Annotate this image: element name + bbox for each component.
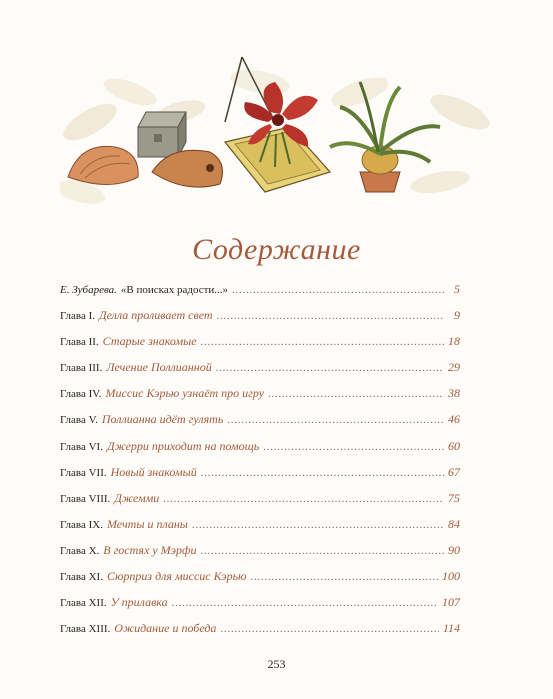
toc-entry-title: Миссис Кэрью узнаёт про игру: [105, 386, 265, 401]
toc-entry-page: 60: [448, 438, 460, 453]
toc-entry[interactable]: [60, 595, 460, 621]
toc-entry-page: 38: [448, 386, 460, 401]
toc-entry-page: 9: [454, 308, 460, 323]
toc-entry-label: Глава I.: [60, 310, 95, 323]
toc-entry-page: 67: [448, 464, 460, 479]
toc-entry-label: Глава XI.: [60, 571, 103, 584]
toc-entry-label: Е. Зубарева.: [60, 284, 117, 296]
toc-entry-page: 29: [448, 360, 460, 375]
toc-entry[interactable]: [60, 412, 460, 438]
toc-entry-label: Глава II.: [60, 336, 99, 349]
toc-entry-title: Лечение Поллианной: [106, 360, 212, 375]
dot-leader: [216, 363, 444, 374]
toc-entry-title: Сюрприз для миссис Кэрью: [106, 569, 247, 584]
toc-entry-title: Поллианна идёт гулять: [101, 412, 224, 427]
toc-entry-label: Глава IV.: [60, 388, 102, 401]
dot-leader: [227, 415, 444, 426]
toc-entry[interactable]: [60, 543, 460, 569]
toc-entry-label: Глава XII.: [60, 597, 107, 610]
toc-entry[interactable]: [60, 334, 460, 360]
toc-entry-title: Старые знакомые: [102, 334, 197, 349]
dot-leader: [201, 337, 444, 348]
toc-entry-title: У прилавка: [110, 595, 168, 610]
toc-entry[interactable]: [60, 386, 460, 412]
toc-entry-page: 114: [442, 621, 460, 636]
treasure-chest-icon: [138, 112, 186, 157]
toc-entry-label: Глава VI.: [60, 440, 103, 453]
illustration-svg: [60, 52, 497, 222]
toc-entry[interactable]: [60, 517, 460, 543]
dot-leader: [192, 520, 444, 531]
toc-entry-title: Ожидание и победа: [114, 621, 217, 636]
toc-entry-title: Джемми: [114, 490, 160, 505]
dot-leader: [163, 494, 444, 505]
toc-entry-page: 18: [448, 334, 460, 349]
toc-entry-title: Мечты и планы: [106, 516, 188, 531]
toc-entry[interactable]: [60, 360, 460, 386]
dot-leader: [201, 468, 444, 479]
toc-entry[interactable]: [60, 465, 460, 491]
dot-leader: [263, 442, 444, 453]
dot-leader: [268, 389, 444, 400]
toc-entry-label: Глава VIII.: [60, 492, 111, 505]
toc-entry-label: Глава XIII.: [60, 623, 111, 636]
toc-entry[interactable]: [60, 439, 460, 465]
toc-entry-label: Глава X.: [60, 544, 100, 557]
toc-entry-page: 5: [454, 282, 460, 296]
dot-leader: [217, 311, 444, 322]
toc-entry-page: 84: [448, 516, 460, 531]
toc-entry[interactable]: [60, 621, 460, 647]
toc-entry[interactable]: [60, 282, 460, 308]
dot-leader: [251, 572, 439, 583]
page-title: Содержание: [192, 233, 361, 266]
toc-entry-label: Глава III.: [60, 362, 103, 375]
toc-entry-title: Делла проливает свет: [99, 308, 213, 323]
dot-leader: [172, 598, 438, 609]
toc-entry-page: 46: [448, 412, 460, 427]
table-of-contents: [60, 282, 460, 647]
toc-entry-title: Новый знакомый: [110, 464, 197, 479]
toc-entry-label: Глава IX.: [60, 518, 103, 531]
dot-leader: [220, 624, 438, 635]
seashell-icon: [68, 146, 138, 184]
dot-leader: [200, 546, 444, 557]
toc-entry-title: Джерри приходит на помощь: [106, 438, 260, 453]
toc-entry-label: Глава V.: [60, 414, 98, 427]
toc-entry-page: 90: [448, 542, 460, 557]
toc-entry-page: 107: [442, 595, 460, 610]
dot-leader: [232, 285, 444, 296]
toc-entry-label: Глава VII.: [60, 466, 107, 479]
toc-entry-page: 100: [442, 569, 460, 584]
toc-entry-title: В гостях у Мэрфи: [103, 542, 197, 557]
toc-entry[interactable]: [60, 308, 460, 334]
decorative-illustration: [60, 52, 497, 222]
toc-entry-title: «В поисках радости...»: [120, 284, 229, 296]
toc-entry[interactable]: [60, 491, 460, 517]
toc-entry[interactable]: [60, 569, 460, 595]
page-number: 253: [267, 657, 286, 671]
toc-entry-page: 75: [448, 490, 460, 505]
